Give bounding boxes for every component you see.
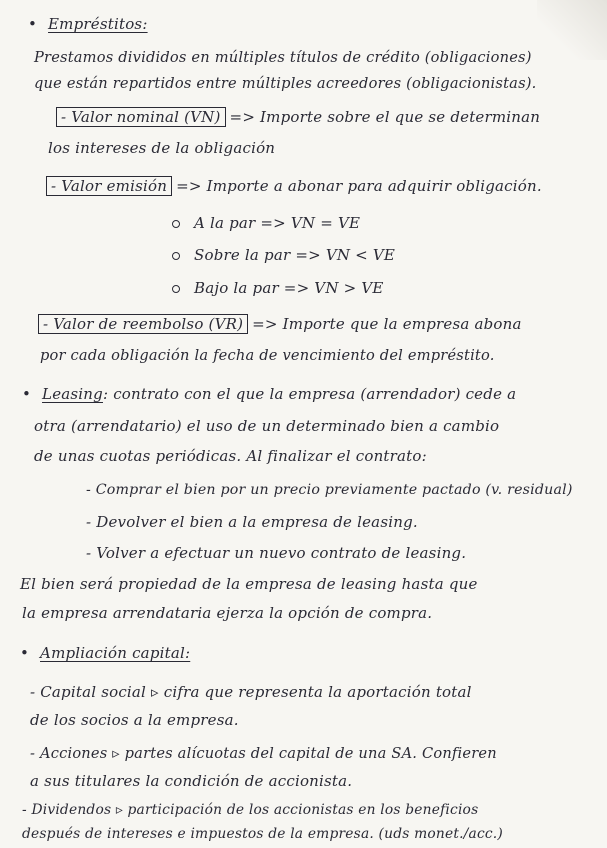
capital-social-line-2: de los socios a la empresa. [30,711,239,729]
dividendos-line-2: después de intereses e impuestos de la empresa. (uds monet./acc.) [22,826,503,842]
capital-social-line-1: - Capital social ▹ cifra que representa la aportación total [30,683,472,701]
section-ampliacion-title: Ampliación capital: [40,644,191,662]
valor-reembolso-text: => Importe que la empresa abona [252,315,522,333]
option-a-la-par [172,213,360,233]
valor-reembolso-line-2: por cada obligación la fecha de vencimiento del empréstito. [40,347,495,364]
option-sobre-la-par [172,245,395,265]
circle-bullet-icon [172,252,180,260]
leasing-line-1-text: : contrato con el que la empresa (arrendador) cede a [102,385,517,403]
option-sobre-la-par-text: Sobre la par => VN < VE [194,246,396,264]
option-bajo-la-par [172,278,384,298]
valor-emision-row [46,176,542,196]
valor-emision-text: => Importe a abonar para adquirir obligación. [176,177,542,195]
valor-reembolso-box: - Valor de reembolso (VR) [38,314,248,334]
valor-reembolso-row [38,314,522,334]
section-leasing-line-1 [22,384,516,404]
valor-nominal-row [56,107,540,127]
leasing-option-2: - Devolver el bien a la empresa de leasing. [86,513,418,531]
acciones-line-1: - Acciones ▹ partes alícuotas del capital de una SA. Confieren [30,745,497,762]
leasing-property-line-2: la empresa arrendataria ejerza la opción de compra. [22,604,433,622]
circle-bullet-icon [172,285,180,293]
valor-nominal-line-2: los intereses de la obligación [48,139,276,157]
leasing-line-3: de unas cuotas periódicas. Al finalizar el contrato: [34,447,427,465]
page-corner-shadow [537,0,607,60]
option-bajo-la-par-text: Bajo la par => VN > VE [194,279,384,297]
valor-emision-box: - Valor emisión [46,176,172,196]
leasing-property-line-1: El bien será propiedad de la empresa de leasing hasta que [20,575,478,593]
valor-nominal-box: - Valor nominal (VN) [56,107,226,127]
section-ampliacion-heading [20,643,190,663]
emprestitos-line-1: Prestamos divididos en múltiples títulos de crédito (obligaciones) [34,49,532,66]
dividendos-line-1: - Dividendos ▹ participación de los accionistas en los beneficios [22,802,479,818]
section-leasing-title: Leasing [42,385,103,403]
leasing-line-2: otra (arrendatario) el uso de un determinado bien a cambio [34,417,500,435]
valor-nominal-text: => Importe sobre el que se determinan [229,108,541,126]
section-emprestitos-heading [28,14,148,34]
acciones-line-2: a sus titulares la condición de accionista. [30,772,353,790]
leasing-option-1: - Comprar el bien por un precio previamente pactado (v. residual) [86,482,573,498]
option-a-la-par-text: A la par => VN = VE [194,214,361,232]
section-emprestitos-title: Empréstitos: [48,15,148,33]
leasing-option-3: - Volver a efectuar un nuevo contrato de leasing. [86,544,467,562]
emprestitos-line-2: que están repartidos entre múltiples acreedores (obligacionistas). [34,75,537,92]
circle-bullet-icon [172,220,180,228]
